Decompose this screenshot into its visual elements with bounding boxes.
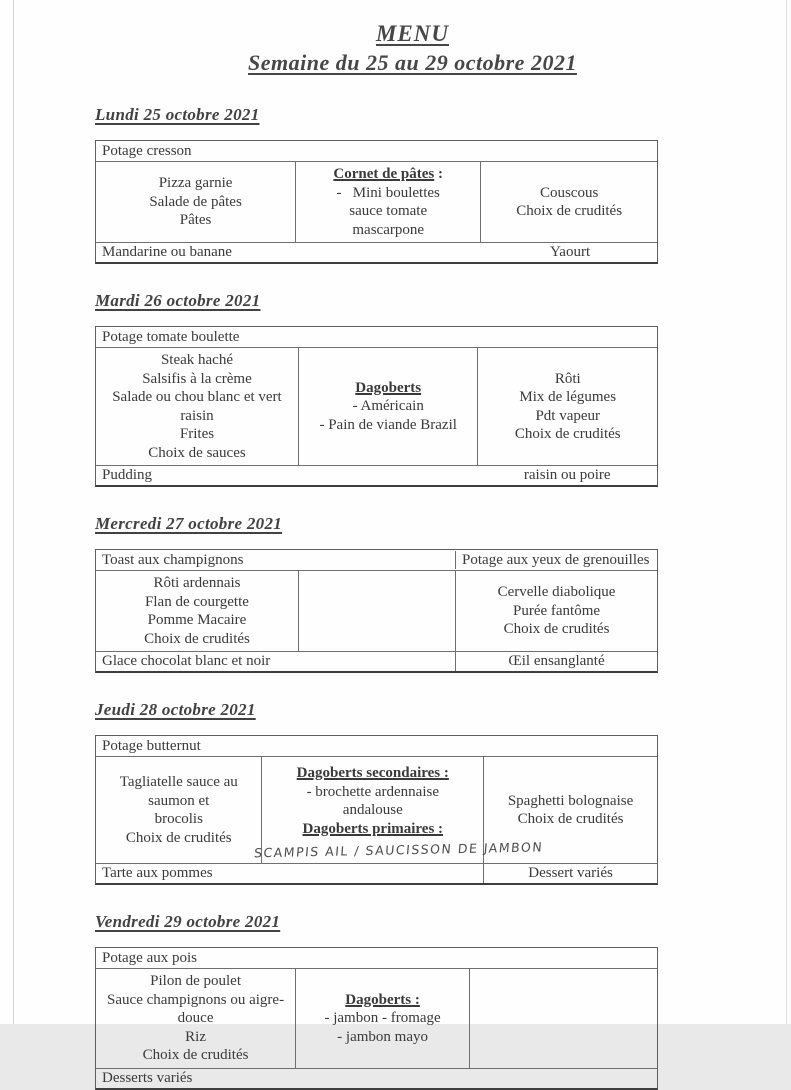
soup-row: [96, 141, 657, 161]
dish-line: Choix de crudités: [514, 426, 621, 442]
dish-line: Choix de crudités: [503, 621, 610, 638]
soup-cell: Potage tomate boulette: [102, 328, 240, 345]
day-heading-friday: Vendredi 29 octobre 2021: [95, 912, 281, 931]
middle-cell: [298, 348, 478, 465]
dish-line: Choix de crudités: [144, 630, 250, 647]
middle-title-line: [300, 165, 476, 184]
menu-table-tuesday: [95, 326, 658, 487]
dish-line: Pâtes: [179, 212, 212, 229]
main-row: [96, 756, 657, 863]
soup-cell: Potage cresson: [102, 142, 192, 159]
dish-line: - brochette ardennaise: [306, 783, 439, 800]
dish-line: sauce tomate: [349, 203, 428, 219]
middle-title-line: [300, 991, 465, 1010]
soup-cell: Potage aux pois: [102, 949, 197, 966]
dish-line: Flan de courgette: [145, 593, 249, 610]
dessert-right: Dessert variés: [483, 864, 657, 883]
day-section-wednesday: [0, 509, 791, 673]
dessert-left: Desserts variés: [102, 1069, 193, 1086]
middle-title-line: [303, 379, 474, 398]
soup-row: [96, 736, 657, 756]
dish-line: - Mini boulettes: [336, 184, 440, 201]
middle-title2: Dagoberts primaires :: [302, 820, 444, 837]
dish-line: - jambon - fromage: [324, 1010, 441, 1026]
middle-cell: [253, 757, 545, 863]
dish-line: Pizza garnie: [158, 175, 233, 192]
soup-row: [96, 327, 657, 347]
dish-line: Salade de pâtes: [149, 193, 242, 210]
dish-line: brocolis: [154, 811, 203, 827]
middle-cell: [295, 969, 469, 1068]
dish-list-right: [469, 969, 657, 1068]
dish-line: Couscous: [539, 184, 599, 201]
dish-line: Frites: [179, 426, 215, 442]
dish-line: Choix de sauces: [148, 444, 246, 461]
dish-line: mascarpone: [352, 221, 425, 238]
dish-line: - Pain de viande Brazil: [319, 416, 457, 433]
dessert-left: Glace chocolat blanc et noir: [102, 653, 271, 670]
dish-line: - Américain: [352, 398, 424, 415]
dish-line: Tagliatelle sauce au: [119, 774, 238, 790]
dish-line: Steak haché: [160, 352, 233, 368]
scan-edge-line-right: [786, 0, 787, 1024]
dish-line: douce: [177, 1010, 214, 1026]
main-row: [96, 968, 657, 1068]
middle-title-line: [266, 764, 479, 783]
dessert-left: Mandarine ou banane: [102, 244, 232, 261]
dish-line: Salsifis à la crème: [142, 370, 252, 387]
day-heading-tuesday: Mardi 26 octobre 2021: [95, 291, 261, 310]
dish-line: raisin: [180, 407, 214, 424]
dessert-right: Yaourt: [549, 244, 591, 261]
day-section-monday: [0, 100, 791, 264]
dish-line: Spaghetti bolognaise: [507, 792, 634, 809]
day-heading-monday: Lundi 25 octobre 2021: [95, 105, 260, 124]
dish-line: Cervelle diabolique: [497, 584, 616, 601]
middle-title: Dagoberts secondaires :: [296, 765, 449, 782]
dessert-row: [96, 465, 657, 485]
dish-line: Choix de crudités: [516, 203, 623, 219]
dish-list-left: [96, 571, 298, 651]
dish-line: - jambon mayo: [337, 1028, 428, 1045]
menu-table-friday: [95, 947, 658, 1090]
soup-cell: Potage butternut: [102, 737, 201, 754]
soup-row: [96, 550, 657, 570]
page-subtitle: Semaine du 25 au 29 octobre 2021: [248, 50, 577, 75]
dish-line: Riz: [185, 1028, 206, 1045]
middle-lines: [266, 783, 479, 820]
menu-table-wednesday: [95, 549, 658, 673]
middle-title: Dagoberts :: [345, 991, 420, 1008]
main-row: [96, 161, 657, 242]
dish-line: Salade ou chou blanc et vert: [112, 389, 282, 405]
dish-line: Purée fantôme: [512, 602, 601, 619]
dessert-right: Œil ensanglanté: [455, 652, 657, 671]
dish-line: Sauce champignons ou aigre-: [107, 991, 285, 1008]
soup-cell: Toast aux champignons: [102, 551, 244, 568]
middle-lines: [300, 1009, 465, 1046]
page-title: MENU: [375, 21, 449, 46]
day-heading-thursday: Jeudi 28 octobre 2021: [95, 700, 256, 719]
dish-list-left: [96, 162, 295, 242]
dish-list-right: [477, 348, 657, 465]
dish-line: Choix de crudités: [517, 811, 624, 827]
dish-list-right: [480, 162, 657, 242]
middle-lines: [303, 397, 474, 434]
dish-line: Rôti ardennais: [153, 575, 241, 591]
day-section-friday: [0, 907, 791, 1090]
dish-line: Choix de crudités: [125, 829, 232, 846]
day-heading-wednesday: Mercredi 27 octobre 2021: [95, 514, 283, 533]
dish-line: Pomme Macaire: [147, 612, 247, 628]
day-section-tuesday: [0, 286, 791, 487]
dish-line: Mix de légumes: [519, 389, 617, 405]
dessert-row: [96, 242, 657, 262]
dish-line: Choix de crudités: [142, 1047, 249, 1063]
dessert-row: [96, 651, 657, 671]
middle-cell: [295, 162, 480, 242]
main-row: [96, 570, 657, 651]
dish-line: andalouse: [342, 802, 403, 819]
dish-line: saumon et: [148, 792, 210, 809]
dish-line: Rôti: [554, 370, 581, 387]
dish-line: Pilon de poulet: [150, 973, 241, 989]
middle-title: Dagoberts: [355, 379, 422, 396]
middle-title-suffix: :: [434, 166, 443, 182]
menu-table-thursday: [95, 735, 658, 885]
middle-cell: [298, 571, 455, 651]
soup-right-cell: Potage aux yeux de grenouilles: [455, 551, 657, 570]
handwriting-note: SCAMPIS AIL / SAUCISSON DE JAMBON: [253, 839, 545, 861]
dish-list-right: [455, 571, 657, 651]
dish-list-left: [96, 969, 295, 1068]
middle-title2-line: [266, 820, 479, 839]
dish-line: Pdt vapeur: [535, 407, 601, 424]
menu-table-monday: [95, 140, 658, 264]
middle-title: Cornet de pâtes: [333, 166, 435, 182]
dessert-left: Pudding: [102, 467, 153, 484]
dessert-left: Tarte aux pommes: [102, 865, 213, 882]
dessert-row: [96, 863, 657, 883]
main-row: [96, 347, 657, 465]
page-header: [0, 0, 791, 78]
dessert-row: [96, 1068, 657, 1088]
day-section-thursday: [0, 695, 791, 885]
dessert-right: raisin ou poire: [523, 467, 611, 484]
dish-list-left: [96, 757, 261, 863]
scan-edge-line-left: [13, 0, 14, 1024]
dish-list-left: [96, 348, 298, 465]
middle-lines: [300, 184, 476, 240]
soup-row: [96, 948, 657, 968]
